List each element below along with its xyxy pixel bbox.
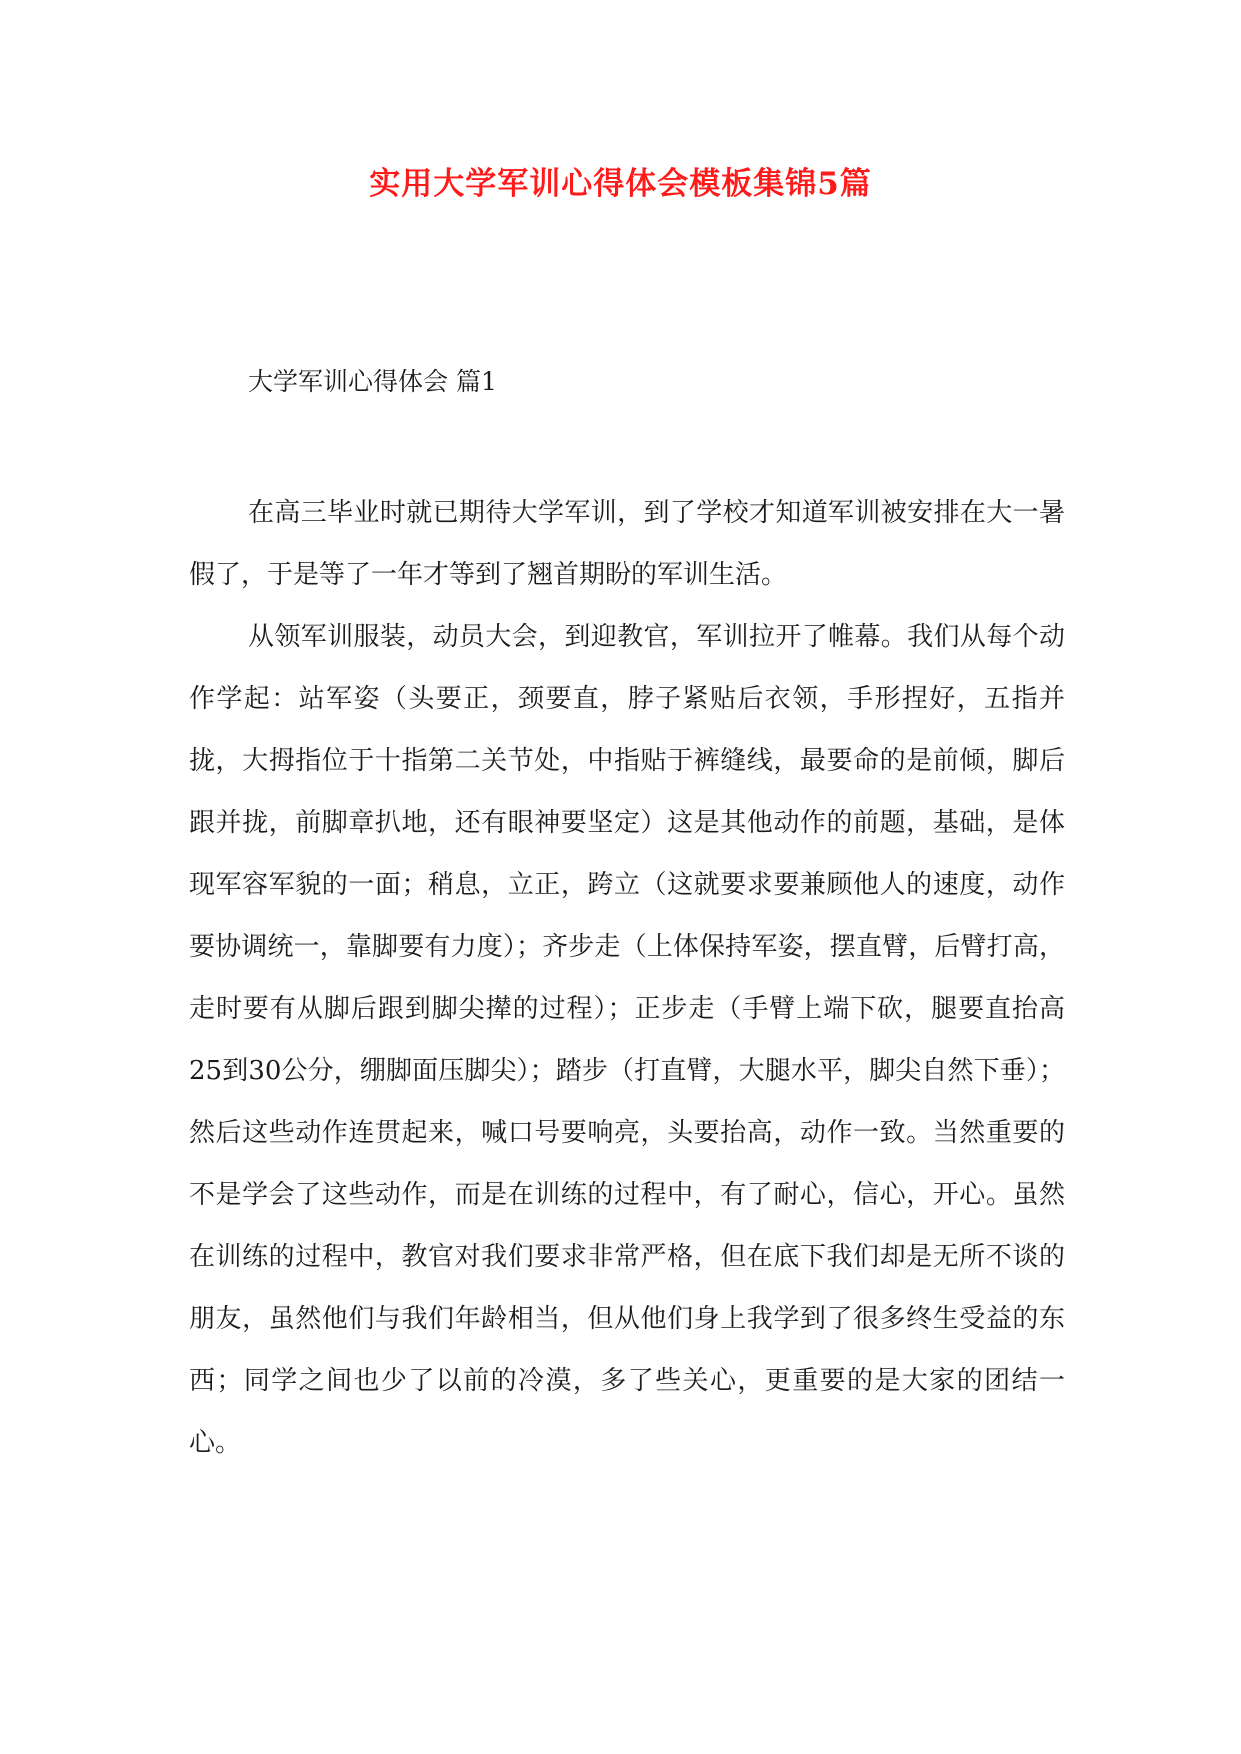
document-title: 实用大学军训心得体会模板集锦5篇 [369,166,872,202]
section-heading: 大学军训心得体会 篇1 [248,367,497,396]
paragraph-1: 在高三毕业时就已期待大学军训，到了学校才知道军训被安排在大一暑假了，于是等了一年才等到了翘首期盼的军训生活。 [189,498,1065,590]
paragraph-2: 从领军训服装，动员大会，到迎教官，军训拉开了帷幕。我们从每个动作学起：站军姿（头要正，颈要直，脖子紧贴后衣领，手形捏好，五指并拢，大拇指位于十指第二关节处，中指贴于裤缝线，最要命的是前倾，脚后跟并拢，前脚章扒地，还有眼神要坚定）这是其他动作的前题，基础，是体现军容军貌的一面；稍息，立正，跨立（这就要求要兼顾他人的速度，动作要协调统一，靠脚要有力度）；齐步走（上体保持军姿，摆直臂，后臂打高，走时要有从脚后跟到脚尖撵的过程）；正步走（手臂上端下砍，腿要直抬高25到30公分，绷脚面压脚尖）；踏步（打直臂，大腿水平，脚尖自然下垂）；然后这些动作连贯起来，喊口号要响亮，头要抬高，动作一致。当然重要的不是学会了这些动作，而是在训练的过程中，有了耐心，信心，开心。虽然在训练的过程中，教官对我们要求非常严格，但在底下我们却是无所不谈的朋友，虽然他们与我们年龄相当，但从他们身上我学到了很多终生受益的东西；同学之间也少了以前的冷漠，多了些关心，更重要的是大家的团结一心。 [189,622,1065,1458]
body-text [189,482,1065,1474]
